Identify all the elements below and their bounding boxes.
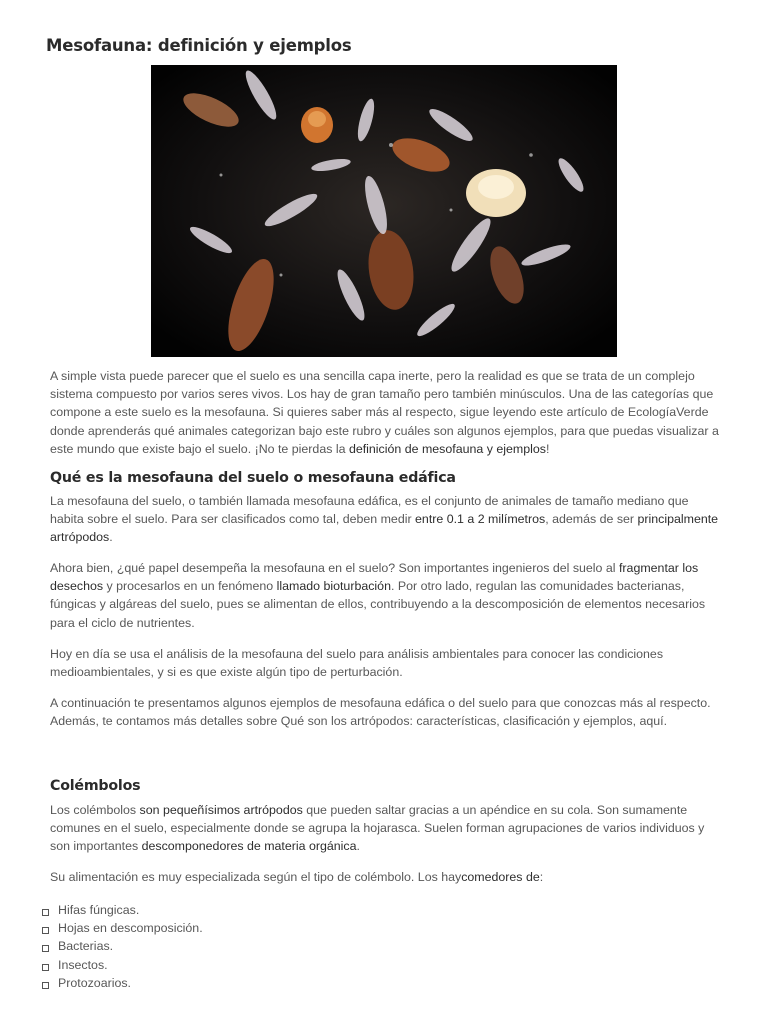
section-heading-colembolos: Colémbolos	[50, 778, 141, 794]
diet-list	[42, 901, 203, 992]
list-item: Hifas fúngicas.	[42, 901, 203, 919]
list-item: Protozoarios.	[42, 974, 203, 992]
list-item: Hojas en descomposición.	[42, 919, 203, 937]
section1-paragraph-2: Ahora bien, ¿qué papel desempeña la mesofauna en el suelo? Son importantes ingenieros del suelo al fragmentar los desechos y procesarlos en un fenómeno llamado bioturbación. Por otro lado, regulan las comunidades bacterianas, fúngicas y algáreas del suelo, pues se alimentan de ellos, contribuyendo a la descomposición de elementos necesarios para el ciclo de nutrientes.	[50, 561, 706, 630]
decomposers-highlight: descomponedores de materia orgánica	[141, 839, 357, 854]
section2-paragraph-1: Los colémbolos son pequeñísimos artrópodos que pueden saltar gracias a un apéndice en su cola. Son sumamente comunes en el suelo, especialmente donde se agrupa la hojarasca. Suelen forman agrupaciones de varios individuos y son importantes descomponedores de materia orgánica.	[50, 803, 705, 854]
article-title: Mesofauna: definición y ejemplos	[46, 36, 352, 55]
section-heading-mesofauna: Qué es la mesofauna del suelo o mesofauna edáfica	[50, 470, 456, 486]
list-item: Bacterias.	[42, 937, 203, 955]
list-item: Insectos.	[42, 956, 203, 974]
small-arthropods-highlight: son pequeñísimos artrópodos	[139, 803, 303, 817]
size-highlight: entre 0.1 a 2 milímetros	[415, 512, 546, 527]
arthropods-highlight: principalmente artrópodos	[50, 512, 719, 545]
eaters-highlight: comedores de	[461, 870, 540, 884]
checkbox-bullet-icon	[42, 927, 49, 934]
section1-paragraph-1: La mesofauna del suelo, o también llamada mesofauna edáfica, es el conjunto de animales de tamaño mediano que habita sobre el suelo. Para ser clasificados como tal, deben medir entre 0.1 a 2 milímetros, además de ser principalmente artrópodos.	[50, 494, 719, 545]
mesofauna-definition-link[interactable]: definición de mesofauna y ejemplos	[348, 441, 546, 456]
checkbox-bullet-icon	[42, 982, 49, 989]
checkbox-bullet-icon	[42, 945, 49, 952]
checkbox-bullet-icon	[42, 909, 49, 916]
fragment-highlight: fragmentar los desechos	[50, 561, 699, 594]
mesofauna-photo	[151, 65, 617, 357]
checkbox-bullet-icon	[42, 964, 49, 971]
intro-paragraph: A simple vista puede parecer que el suelo es una sencilla capa inerte, pero la realidad es que se trata de un complejo sistema compuesto por varios seres vivos. Los hay de gran tamaño pero también minúsculos. Una de las categorías que compone a este suelo es la mesofauna. Si quieres saber más al respecto, sigue leyendo este artículo de EcologíaVerde donde aprenderás qué animales categorizan bajo este rubro y cuáles son algunos ejemplos, para que puedas visualizar a este mundo que existe bajo el suelo. ¡No te pierdas la definición de mesofauna y ejemplos!	[50, 369, 719, 456]
section1-paragraph-3: Hoy en día se usa el análisis de la mesofauna del suelo para análisis ambientales para conocer las condiciones medioambientales, y si es que existe algún tipo de perturbación.	[50, 647, 664, 680]
section1-paragraph-4: A continuación te presentamos algunos ejemplos de mesofauna edáfica o del suelo para que conozcas más al respecto. Además, te contamos más detalles sobre Qué son los artrópodos: características, clasificación y ejemplos, aquí.	[50, 696, 711, 729]
section2-paragraph-2: Su alimentación es muy especializada según el tipo de colémbolo. Los haycomedores de:	[50, 870, 544, 884]
bioturbation-highlight: llamado bioturbación	[276, 579, 391, 594]
